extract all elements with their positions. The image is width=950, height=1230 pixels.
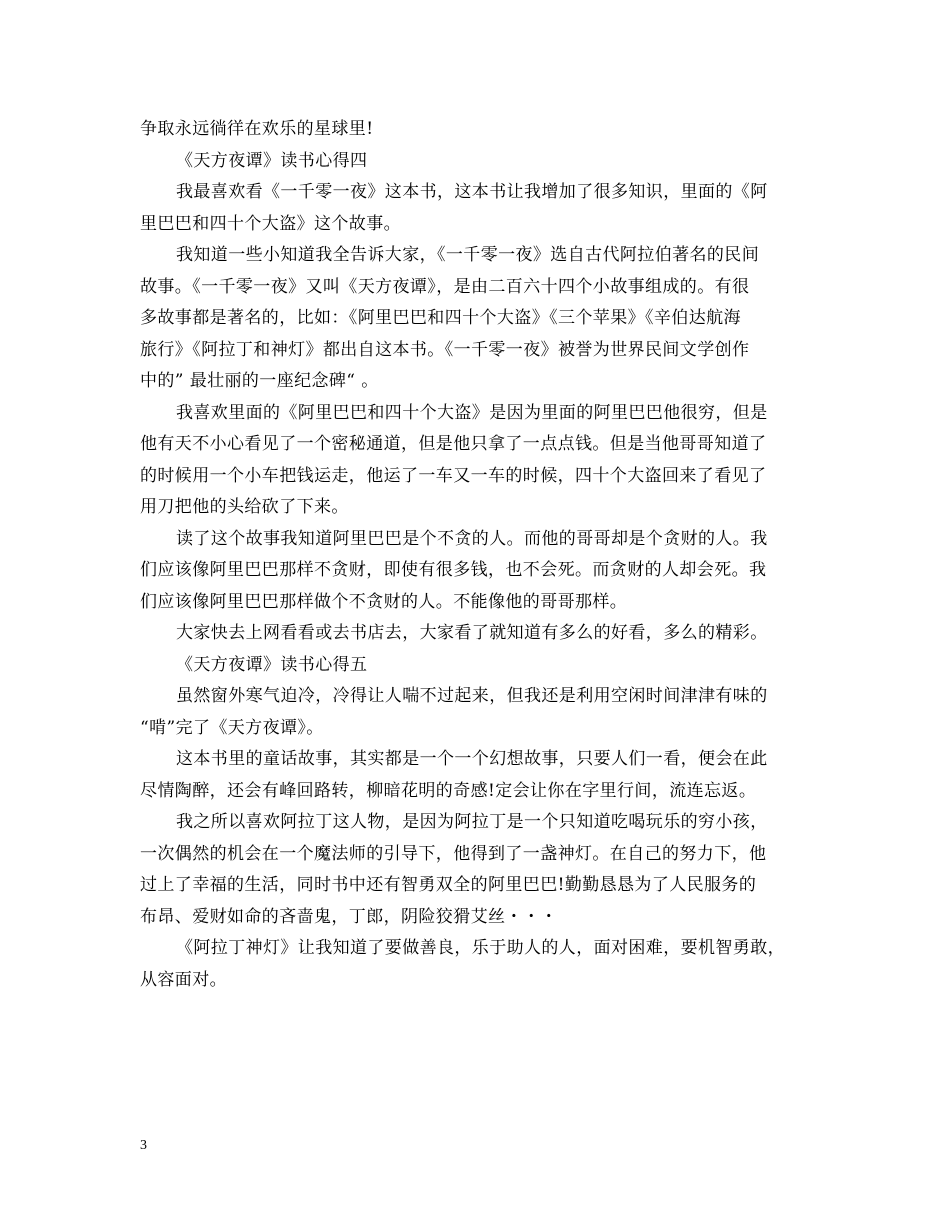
text-line: 这本书里的童话故事，其实都是一个一个幻想故事，只要人们一看，便会在此 bbox=[176, 749, 768, 769]
text-line: 《阿拉丁神灯》让我知道了要做善良，乐于助人的人，面对困难，要机智勇敢， bbox=[176, 938, 785, 958]
text-line: 过上了幸福的生活，同时书中还有智勇双全的阿里巴巴!勤勤恳恳为了人民服务的 bbox=[140, 875, 757, 895]
text-line: 故事。《一千零一夜》又叫《天方夜谭》，是由二百六十四个小故事组成的。有很 bbox=[140, 276, 750, 297]
text-line: 虽然窗外寒气迫冷，冷得让人喘不过起来，但我还是利用空闲时间津津有味的 bbox=[176, 686, 768, 706]
text-line: 我之所以喜欢阿拉丁这人物，是因为阿拉丁是一个只知道吃喝玩乐的穷小孩， bbox=[176, 812, 768, 832]
text-line: 从容面对。 bbox=[140, 969, 227, 990]
text-line: 我知道一些小知道我全告诉大家，《一千零一夜》选自古代阿拉伯著名的民间 bbox=[176, 245, 760, 265]
document-body bbox=[140, 114, 812, 996]
text-line: 大家快去上网看看或去书店去，大家看了就知道有多么的好看，多么的精彩。 bbox=[176, 623, 768, 643]
text-line: 尽情陶醉，还会有峰回路转，柳暗花明的奇感!定会让你在字里行间，流连忘返。 bbox=[140, 780, 757, 801]
page-number: 3 bbox=[140, 1138, 147, 1153]
text-line: 我喜欢里面的《阿里巴巴和四十个大盗》是因为里面的阿里巴巴他很穷，但是 bbox=[176, 402, 768, 423]
text-line: 争取永远徜徉在欢乐的星球里! bbox=[140, 119, 374, 139]
text-line: 的时候用一个小车把钱运走，他运了一车又一车的时候，四十个大盗回来了看见了 bbox=[140, 465, 767, 486]
text-line: 旅行》《阿拉丁和神灯》都出自这本书。《一千零一夜》被誉为世界民间文学创作 bbox=[140, 339, 750, 360]
text-line: 们应该像阿里巴巴那样做个不贪财的人。不能像他的哥哥那样。 bbox=[140, 591, 628, 612]
text-line: 一次偶然的机会在一个魔法师的引导下，他得到了一盏神灯。在自己的努力下，他 bbox=[140, 843, 767, 864]
text-line: 《天方夜谭》读书心得四 bbox=[176, 150, 368, 171]
text-line: “啃”完了《天方夜谭》。 bbox=[140, 717, 324, 738]
text-line: 中的” 最壮丽的一座纪念碑“ 。 bbox=[140, 371, 379, 391]
text-line: 们应该像阿里巴巴那样不贪财，即使有很多钱，也不会死。而贪财的人却会死。我 bbox=[140, 560, 767, 580]
text-line: 多故事都是著名的，比如：《阿里巴巴和四十个大盗》《三个苹果》《辛伯达航海 bbox=[140, 308, 741, 328]
text-line: 里巴巴和四十个大盗》这个故事。 bbox=[140, 213, 401, 234]
text-line: 《天方夜谭》读书心得五 bbox=[176, 654, 368, 675]
text-line: 我最喜欢看《一千零一夜》这本书，这本书让我增加了很多知识，里面的《阿 bbox=[176, 182, 768, 202]
text-line: 用刀把他的头给砍了下来。 bbox=[140, 497, 349, 517]
text-line: 布昂、爱财如命的吝啬鬼，丁郎，阴险狡猾艾丝・・・ bbox=[140, 906, 558, 927]
text-line: 读了这个故事我知道阿里巴巴是个不贪的人。而他的哥哥却是个贪财的人。我 bbox=[176, 528, 768, 549]
text-line: 他有天不小心看见了一个密秘通道，但是他只拿了一点点钱。但是当他哥哥知道了 bbox=[140, 434, 767, 454]
